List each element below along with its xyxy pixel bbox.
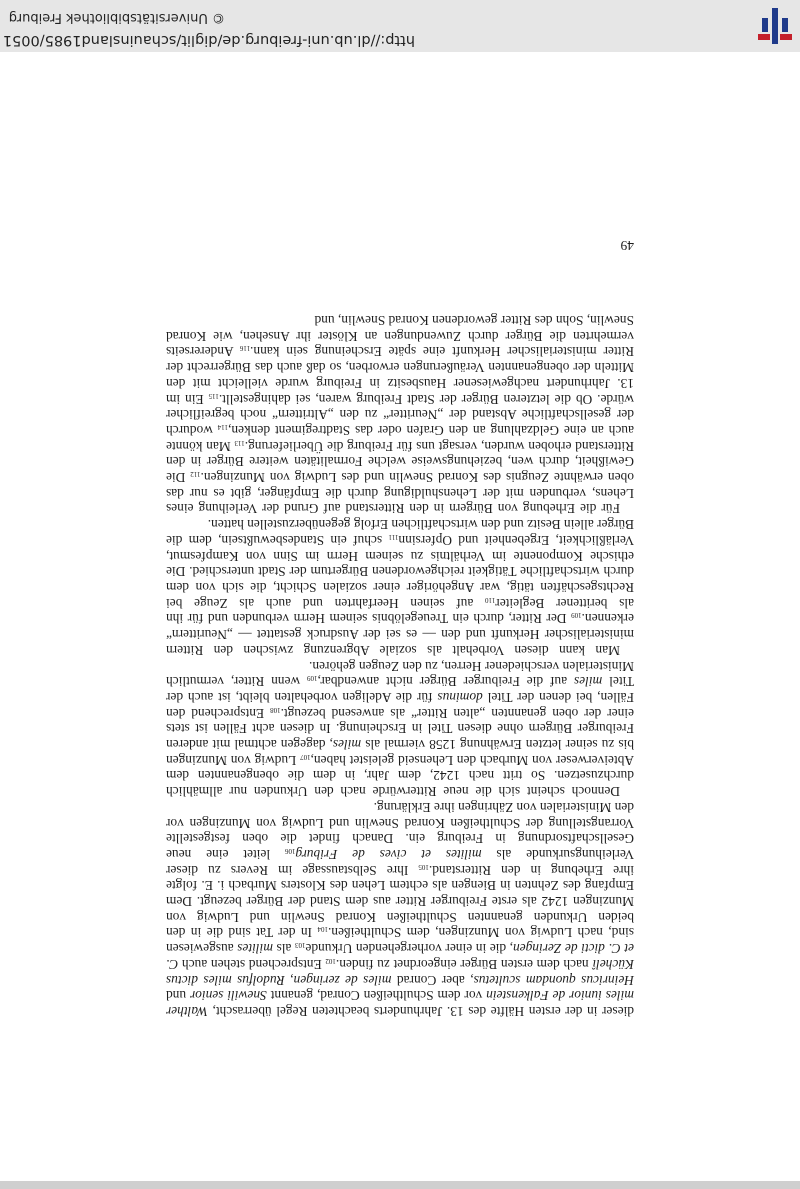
- page-number: 49: [620, 238, 634, 253]
- ub-freiburg-logo-icon[interactable]: [752, 6, 798, 46]
- viewer-footer-bar: [0, 1181, 800, 1189]
- paragraph: Dennoch scheint sich die neue Ritterwürde nach den Urkunden nur allmählich durchzusetzen. So tritt nach 1242, dem Jahr, in dem die obengenannten dem Abteiverweser von Murbach den Lehenseid geleistet $haben,_{107}$ Ludwig von Munzingen bis zu seiner letzten Erwähnung 1258 viermal als miles, dagegen achtmal mit anderen Freiburger Bürgern ohne diesen Titel in Erscheinung. In diesen acht Fällen ist stets einer der oben genannten „alten Ritter“ als anwesend $bezeugt._{108}$ Entsprechend den Fällen, bei denen der Titel dominus für die Adeligen vorbehalten bleibt, ist auch der Titel miles auf die Freiburger Bürger nicht $anwendbar,_{109}$ wenn Ritter, vermutlich Ministerialen verschiedener Herren, zu den Zeugen gehören.: [166, 658, 634, 800]
- paragraph: Für die Erhebung von Bürgern in den Ritterstand auf Grund der Verleihung eines Lehens, verbunden mit der Lehenshuldigung durch die Empfänger, gibt es nur das oben erwähnte Zeugnis des Konrad Snewlin und des Ludwig von $Munzingen._{112}$ Die Gewißheit, durch wen, beziehungsweise welche Formalitäten weitere Bürger in den Ritterstand erhoben wurden, versagt uns für Freiburg die $Überlieferung._{113}$ Man könnte auch an eine Geldzahlung an den Grafen oder das Stadtregiment $denken,_{114}$ wodurch der gesellschaftliche Abstand der „Neuritter“ zu den „Altrittern“ noch begreiflicher würde. Ob die letzteren Bürger der Stadt Freiburg waren, sei $dahingestellt._{115}$ Ein im 13. Jahrhundert nachgewiesener Hausbesitz in Freiburg wurde vielleicht mit den Mitteln der obengenannten Veräußerungen erworben, so daß auch das Bürgerrecht der Ritter ministerialischer Herkunft eine späte Erscheinung sein $kann._{116}$ Andererseits vermehrten die Bürger durch Zuwendungen an Klöster ihr Ansehen, wie Konrad Snewlin, Sohn des Ritter gewordenen Konrad Snewlin, und: [165, 313, 634, 517]
- viewer-header-bar: [0, 0, 800, 52]
- paragraph: Man kann diesen Vorbehalt als soziale Abgrenzung zwischen den Rittern ministerialischer Herkunft und den — es sei der Ausdruck gestattet — „Neurittern“ $erkennen._{109}$ Der Ritter, durch ein Treuegelöbnis seinem Herrn verbunden und für ihn als berittener Begleiter$_{110}$ auf seinen Heerfahrten und auch als Zeuge bei Rechtsgeschäften tätig, war Angehöriger einer sozialen Schicht, die sich von dem durch wirtschaftliche Tätigkeit reichgewordenen Bürgertum der Stadt unterschied. Die ethische Komponente im Verhältnis zu seinem Herrn im Sinn von Kampfesmut, Verläßlichkeit, Ergebenheit und Opfersinn$_{111}$ schuf ein Standesbewußtsein, dem die Bürger allein Besitz und den wirtschaftlichen Erfolg gegenüberzustellen hatten.: [165, 517, 634, 658]
- paragraph: dieser in der ersten Hälfte des 13. Jahrhunderts beachteten Regel überrascht, Walther miles iunior de Falkenstein vor dem Schultheißen Conrad, genannt Snewili senior und Heinricus quondam scultetus, aber Conrad miles de zeringen, Rudolfus miles dictus Küchelî nach dem ersten Bürger eingeordnet zu $finden._{102}$ Entsprechend stehen auch C. et C. dicti de Zeringen, die in einer vorhergehenden Urkunde$_{103}$ als milites ausgewiesen sind, nach Ludwig von Munzingen, dem $Schultheißen._{104}$ In der Tat sind die in den beiden Urkunden genannten Schultheißen Konrad Snewlin und Ludwig von Munzingen 1242 als erste Freiburger Ritter aus dem Stand der Bürger bezeugt. Dem Empfang des Zehnten in Biengen als echtem Lehen des Klosters Murbach i. E. folgte ihre Erhebung in den $Ritterstand._{105}$ Ihre Selbstaussage im Revers zu dieser Verleihungsurkunde als milites et cives de Friburg$_{106}$ leitet eine neue Gesellschaftsordnung in Freiburg ein. Danach findet die oben festgestellte Vorrangstellung der Schultheißen Konrad Snewlin und Ludwig von Munzingen vor den Ministerialen von Zähringen ihre Erklärung.: [165, 799, 634, 1019]
- page-body-text: [166, 312, 634, 1019]
- library-copyright: © Universitätsbibliothek Freiburg: [8, 10, 225, 25]
- document-url[interactable]: http://dl.ub.uni-freiburg.de/diglit/schauinsland1985/0051: [2, 32, 415, 48]
